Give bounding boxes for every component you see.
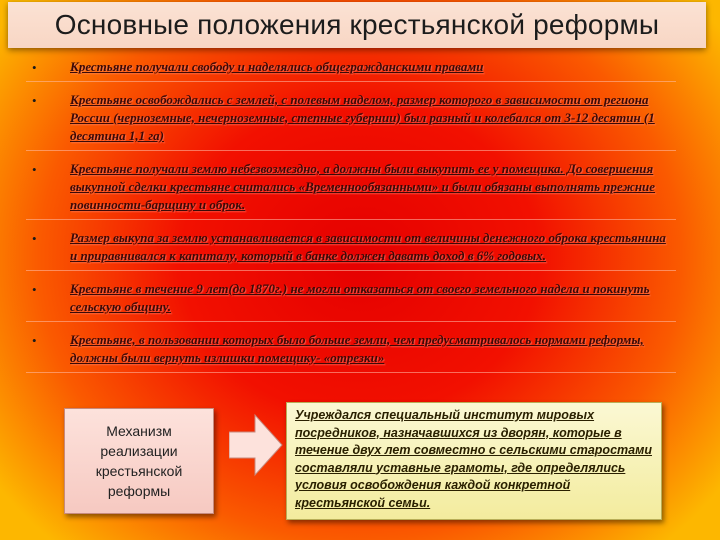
bullet-text: Крестьяне получали землю небезвозмездно, а должны были выкупить ее у помещика. До совершения выкупной сделки крестьяне считались «Временнообязанными» и были обязаны выполнять прежние повинности-барщину и оброк. <box>70 161 656 212</box>
slide-title: Основные положения крестьянской реформы <box>54 9 660 40</box>
bullet-text: Крестьяне получали свободу и наделялись общегражданскими правами <box>70 59 484 74</box>
mechanism-box <box>64 408 214 514</box>
title-box <box>8 2 706 48</box>
bullet-text: Крестьяне, в пользовании которых было больше земли, чем предусматривалось нормами реформы, должны были вернуть излишки помещику- «отрезки» <box>70 332 644 365</box>
bullet-marker: • <box>32 60 37 75</box>
arrow-right-icon <box>229 412 283 478</box>
bullet-marker: • <box>32 333 37 348</box>
bullet-text: Крестьяне в течение 9 лет(до 1870г.) не могли отказаться от своего земельного надела и покинуть сельскую общину. <box>70 281 650 314</box>
bullet-text: Размер выкупа за землю устанавливается в зависимости от величины денежного оброка крестьянина и приравнивался к капиталу, который в банке должен давать доход в 6% годовых. <box>70 230 666 263</box>
bullet-item <box>26 331 676 373</box>
bullet-item <box>26 280 676 322</box>
bullet-marker: • <box>32 93 37 108</box>
institute-text: Учреждался специальный институт мировых посредников, назначавшихся из дворян, которые в течение двух лет совместно с сельскими старостами составляли уставные грамоты, где определялись условия освобождения каждой конкретной крестьянской семьи. <box>295 408 652 510</box>
bullet-marker: • <box>32 282 37 297</box>
bullet-marker: • <box>32 162 37 177</box>
bullet-item <box>26 229 676 271</box>
bullet-item <box>26 91 676 151</box>
institute-box <box>286 402 662 520</box>
bullet-marker: • <box>32 231 37 246</box>
bullet-text: Крестьяне освобождались с землей, с полевым наделом, размер которого в зависимости от региона России (черноземные, нечерноземные, степные губернии) был разный и колебался от 3-12 десятин (1 десятина 1,1 га) <box>70 92 655 143</box>
bullet-item <box>26 58 676 82</box>
bullet-list <box>26 58 676 382</box>
bullet-item <box>26 160 676 220</box>
mechanism-label: Механизм реализации крестьянской реформы <box>95 423 183 499</box>
